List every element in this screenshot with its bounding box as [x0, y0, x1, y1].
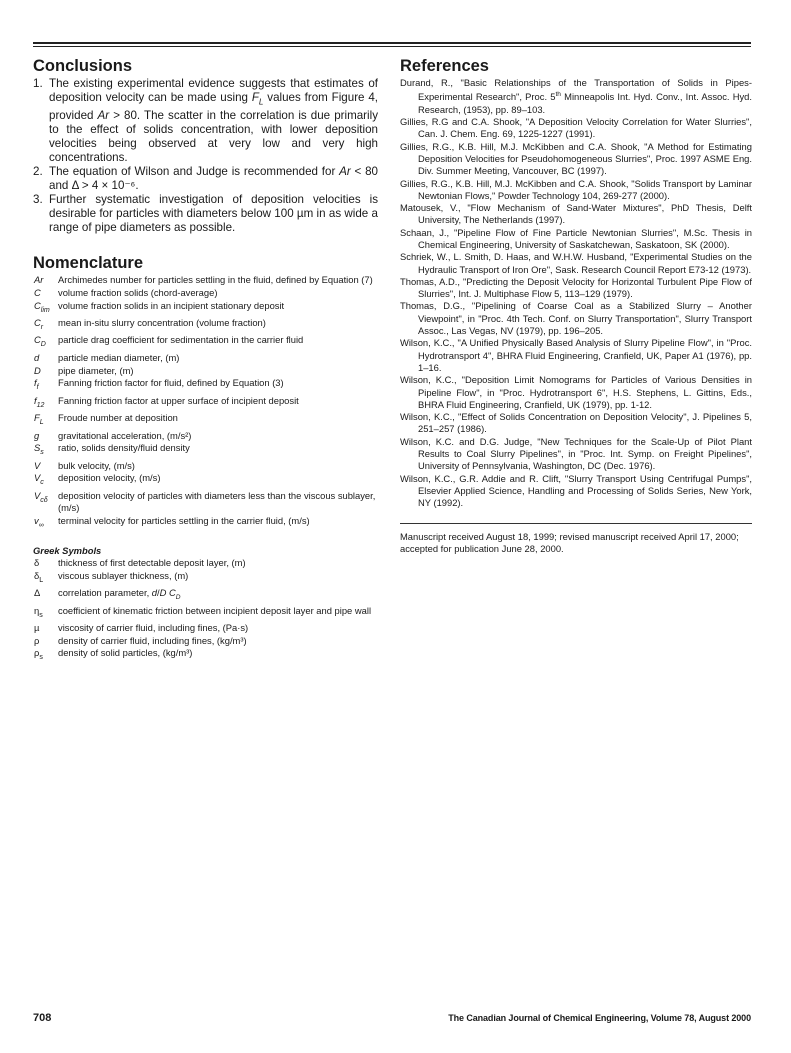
conclusions-heading: Conclusions	[33, 57, 133, 75]
nomenclature-symbol: Ar	[34, 274, 44, 286]
nomenclature-definition: terminal velocity for particles settling in the carrier fluid, (m/s)	[58, 514, 310, 526]
conclusion-text: The equation of Wilson and Judge is recommended for Ar < 80 and Δ > 4 × 10⁻⁶.	[49, 165, 378, 193]
nomenclature-definition: Froude number at deposition	[58, 412, 178, 424]
nomenclature-symbol: $V_c$	[34, 472, 44, 487]
nomenclature-definition: deposition velocity of particles with diameters less than the viscous sublayer, (m/s)	[58, 489, 376, 514]
nomenclature-definition: mean in-situ slurry concentration (volume fraction)	[58, 316, 266, 328]
nomenclature-item	[33, 622, 378, 635]
nomenclature-definition: viscosity of carrier fluid, including fines, (Pa·s)	[58, 622, 249, 634]
nomenclature-symbol: V	[34, 459, 41, 471]
header-rule	[33, 42, 751, 44]
nomenclature-definition: thickness of first detectable deposit layer, (m)	[58, 557, 246, 569]
conclusion-number: 2.	[33, 165, 43, 179]
reference-item: Schaan, J., "Pipeline Flow of Fine Particle Newtonian Slurries", M.Sc. Thesis in Chemical Engineering, University of Saskatchewan, Saskatoon, SK (2000).	[400, 226, 752, 250]
conclusion-text: Further systematic investigation of deposition velocities is desirable for particles with diameters below 100 µm in as wide a range of pipe diameters as possible.	[49, 193, 378, 235]
nomenclature-symbol: D	[34, 364, 41, 376]
nomenclature-definition: density of carrier fluid, including fines, (kg/m³)	[58, 634, 247, 646]
reference-item: Gillies, R.G and C.A. Shook, "A Deposition Velocity Correlation for Water Slurries", Can. J. Chem. Eng. 69, 1225-1227 (1991).	[400, 116, 752, 140]
nomenclature-item	[33, 274, 378, 287]
nomenclature-item	[33, 515, 378, 532]
greek-symbols-heading: Greek Symbols	[33, 545, 102, 557]
nomenclature-definition: Fanning friction factor for fluid, defined by Equation (3)	[58, 377, 284, 389]
reference-item: Schriek, W., L. Smith, D. Haas, and W.H.W. Husband, "Experimental Studies on the Hydraulic Transport of Iron Ore", Sask. Research Council Report E73-12 (1973).	[400, 251, 752, 275]
nomenclature-symbol: $V_{c\delta}$	[34, 489, 48, 504]
conclusion-item	[33, 77, 378, 165]
reference-item: Thomas, D.G., "Pipelining of Coarse Coal as a Stabilized Slurry – Another Viewpoint", in "Proc. 4th Tech. Conf. on Slurry Transportation", Slurry Transport Assoc., Las Vegas, NV (1979), pp. 196–205.	[400, 300, 752, 337]
reference-item: Gillies, R.G., K.B. Hill, M.J. McKibben and C.A. Shook, "Solids Transport by Laminar Newtonian Flows," Powder Technology 104, 269-277 (2000).	[400, 177, 752, 201]
nomenclature-symbol: Δ	[34, 587, 41, 599]
greek-symbols-list	[33, 557, 378, 665]
nomenclature-definition: particle drag coefficient for sedimentation in the carrier fluid	[58, 334, 304, 346]
nomenclature-item	[33, 635, 378, 648]
journal-footer: The Canadian Journal of Chemical Engineering, Volume 78, August 2000	[448, 1013, 751, 1023]
nomenclature-item	[33, 472, 378, 489]
reference-item: Wilson, K.C. and D.G. Judge, "New Techniques for the Scale-Up of Pilot Plant Results to Coal Slurry Pipelines", in "Proc. Int. Symp. on Freight Pipelines", University of Pennsylvania, Washington, DC (Dec. 1976).	[400, 435, 752, 472]
reference-item: Wilson, K.C., G.R. Addie and R. Clift, "Slurry Transport Using Centrifugal Pumps", Elsevier Applied Science, Handling and Processing of Solids Series, New York, NY (1992).	[400, 472, 752, 509]
nomenclature-definition: particle median diameter, (m)	[58, 351, 180, 363]
nomenclature-definition: correlation parameter, d/D $C_D$	[58, 587, 181, 602]
page-number: 708	[33, 1012, 52, 1024]
nomenclature-item	[33, 395, 378, 412]
nomenclature-item	[33, 287, 378, 300]
nomenclature-symbol: $f_f$	[34, 377, 39, 391]
references-list	[400, 77, 752, 510]
nomenclature-symbol: $C_D$	[34, 334, 46, 349]
nomenclature-item	[33, 587, 378, 604]
nomenclature-symbol: $C_r$	[34, 316, 44, 331]
reference-item: Wilson, K.C., "A Unified Physically Based Analysis of Slurry Pipeline Flow", in "Proc. Hydrotransport 4", BHRA Fluid Engineering, Cranfield, UK, Paper A1 (1976), pp. 1–16.	[400, 337, 752, 373]
nomenclature-definition: pipe diameter, (m)	[58, 364, 134, 376]
nomenclature-item	[33, 647, 378, 664]
nomenclature-definition: deposition velocity, (m/s)	[58, 472, 161, 484]
nomenclature-item	[33, 605, 378, 622]
nomenclature-item	[33, 460, 378, 473]
conclusions-list	[33, 77, 378, 235]
nomenclature-symbol: $\eta_s$	[34, 604, 43, 619]
nomenclature-definition: ratio, solids density/fluid density	[58, 442, 190, 454]
nomenclature-item	[33, 300, 378, 317]
nomenclature-item	[33, 317, 378, 334]
nomenclature-symbol: $f_{12}$	[34, 394, 45, 409]
nomenclature-definition: bulk velocity, (m/s)	[58, 459, 135, 471]
header-rule-thin	[33, 46, 751, 47]
nomenclature-symbol: C	[34, 286, 41, 298]
nomenclature-symbol: $F_L$	[34, 412, 44, 426]
right-column	[400, 57, 752, 556]
nomenclature-item	[33, 570, 378, 587]
nomenclature-definition: coefficient of kinematic friction between incipient deposit layer and pipe wall	[58, 604, 372, 616]
conclusion-text: The existing experimental evidence suggests that estimates of deposition velocity can be made using $F_L$ values from Figure 4, provided Ar > 80. The scatter in the correlation is due primarily to the effect of solids concentration, with lower deposition velocities being observed at very low and very high concentrations.	[49, 77, 378, 165]
reference-item: Matousek, V., "Flow Mechanism of Sand-Water Mixtures", PhD Thesis, Delft University, The Netherlands (1997).	[400, 202, 752, 226]
reference-item: Wilson, K.C., "Deposition Limit Nomograms for Particles of Various Densities in Pipeline Flow", in "Proc. Hydrotransport 6", H.S. Stephens, L. Gittins, Eds., BHRA Fluid Engineering, Cranfield, UK (1979), pp. 1-12.	[400, 374, 752, 410]
nomenclature-list	[33, 274, 378, 532]
nomenclature-symbol: $S_s$	[34, 442, 44, 456]
nomenclature-item	[33, 442, 378, 459]
nomenclature-symbol: $\rho_s$	[34, 647, 43, 662]
manuscript-note: Manuscript received August 18, 1999; revised manuscript received April 17, 2000; accepted for publication June 28, 2000.	[400, 530, 739, 555]
nomenclature-symbol: µ	[34, 622, 40, 634]
reference-item: Durand, R., "Basic Relationships of the Transportation of Solids in Pipes-Experimental Research", Proc. 5th Minneapolis Int. Hyd. Conv., Int. Assoc. Hyd. Research, (1953), pp. 89–103.	[400, 77, 752, 115]
reference-item: Thomas, A.D., "Predicting the Deposit Velocity for Horizontal Turbulent Pipe Flow of Slurries", Int. J. Multiphase Flow 5, 113–129 (1979).	[400, 275, 752, 300]
conclusion-number: 3.	[33, 193, 43, 207]
nomenclature-item	[33, 557, 378, 570]
nomenclature-symbol: g	[34, 429, 40, 441]
nomenclature-item	[33, 334, 378, 351]
nomenclature-symbol: $C_{lim}$	[34, 299, 50, 314]
nomenclature-item	[33, 377, 378, 394]
conclusion-number: 1.	[33, 77, 43, 90]
nomenclature-symbol: $v_\infty$	[34, 514, 44, 529]
nomenclature-definition: Archimedes number for particles settling in the fluid, defined by Equation (7)	[58, 274, 373, 286]
nomenclature-symbol: d	[34, 351, 40, 363]
nomenclature-item	[33, 352, 378, 365]
nomenclature-symbol: ρ	[34, 634, 40, 646]
conclusion-item	[33, 165, 378, 193]
references-heading: References	[400, 57, 489, 75]
nomenclature-item	[33, 490, 378, 515]
nomenclature-item	[33, 365, 378, 378]
nomenclature-definition: viscous sublayer thickness, (m)	[58, 569, 189, 581]
nomenclature-heading: Nomenclature	[33, 254, 144, 273]
conclusion-item	[33, 193, 378, 235]
nomenclature-item	[33, 430, 378, 443]
footnote-rule	[400, 523, 752, 524]
nomenclature-definition: volume fraction solids in an incipient stationary deposit	[58, 299, 285, 311]
nomenclature-definition: gravitational acceleration, (m/s²)	[58, 429, 192, 441]
reference-item: Gillies, R.G., K.B. Hill, M.J. McKibben and C.A. Shook, "A Method for Estimating Deposition Velocities for Pseudohomogeneous Slurries", Proc. 1997 ASME Eng. Div. Summer Meeting, Vancouver, BC (1997).	[400, 140, 752, 177]
nomenclature-definition: Fanning friction factor at upper surface of incipient deposit	[58, 394, 299, 406]
nomenclature-item	[33, 412, 378, 429]
nomenclature-definition: density of solid particles, (kg/m³)	[58, 647, 193, 659]
reference-item: Wilson, K.C., "Effect of Solids Concentration on Deposition Velocity", J. Pipelines 5, 251–257 (1986).	[400, 411, 752, 435]
nomenclature-definition: volume fraction solids (chord-average)	[58, 286, 218, 298]
left-column	[33, 57, 378, 665]
nomenclature-symbol: $\delta_L$	[34, 569, 44, 584]
nomenclature-symbol: δ	[34, 557, 40, 569]
